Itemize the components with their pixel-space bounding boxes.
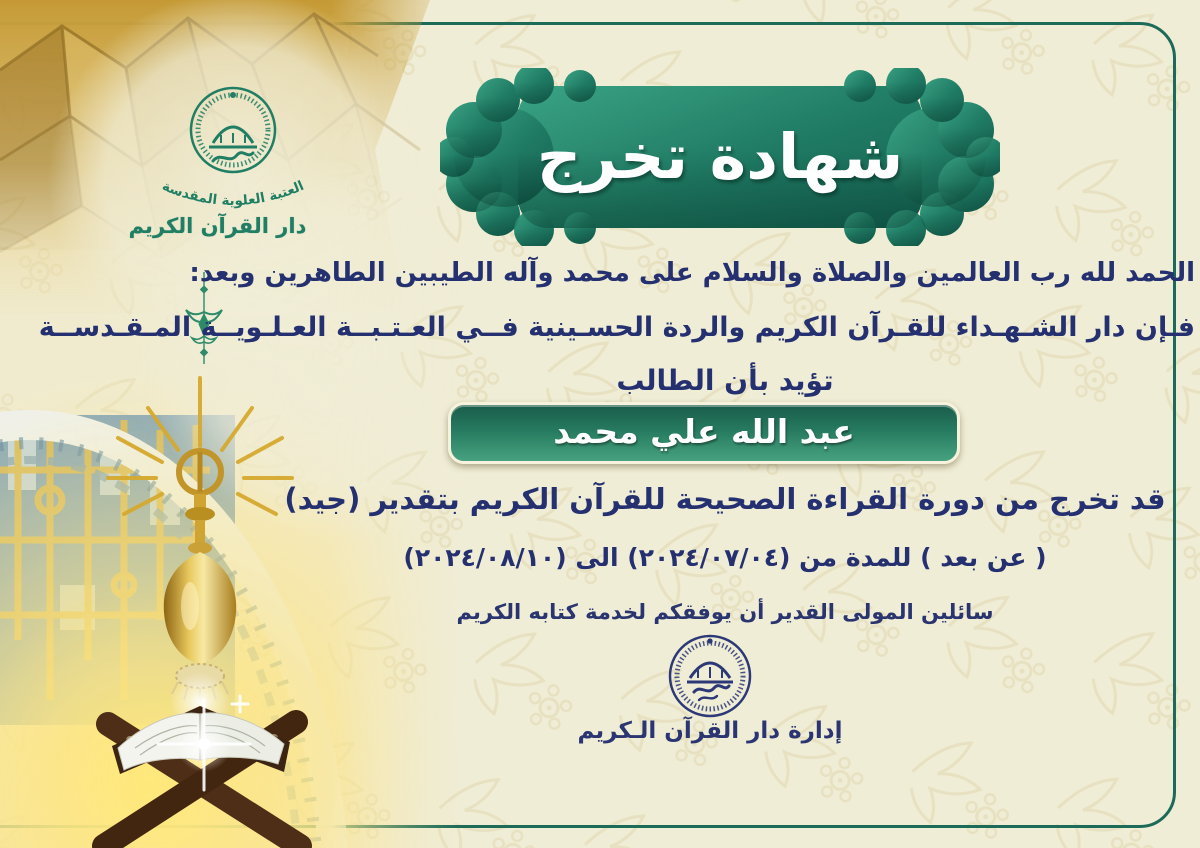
line-issuer-statement: فـإن دار الشـهـداء للقـرآن الكريم والردة الحسـينية فــي العـتـبــة العـلـويــة المـقـدســة bbox=[38, 312, 1195, 343]
emblem-organization-name: دار القرآن الكريم bbox=[128, 214, 307, 238]
certificate-title: شهادة تخرج bbox=[536, 120, 904, 193]
line-praise-opening: الحمد لله رب العالمين والصلاة والسلام على محمد وآله الطيبين الطاهرين وبعد: bbox=[189, 258, 1195, 288]
emblem-ribbon-text: العتبة العلوية المقدسة bbox=[159, 177, 307, 210]
shrine-emblem-icon bbox=[135, 85, 335, 265]
line-closing-prayer: سائلين المولى القدير أن يوفقكم لخدمة كتابه الكريم bbox=[456, 600, 994, 624]
student-name: عبد الله علي محمد bbox=[553, 412, 855, 451]
student-name-plate bbox=[448, 402, 960, 464]
line-certifies-that: تؤيد بأن الطالب bbox=[616, 364, 834, 397]
line-course-period-dates: ( عن بعد ) للمدة من (٢٠٢٤/٠٧/٠٤) الى (٢٠٢٤/٠٨/١٠) bbox=[403, 543, 1047, 572]
svg-text:العتبة العلوية المقدسة bbox=[160, 178, 307, 209]
line-course-grade: قد تخرج من دورة القراءة الصحيحة للقرآن الكريم بتقدير (جيد) bbox=[284, 482, 1166, 516]
administration-seal-icon bbox=[666, 632, 754, 720]
administration-signature: إدارة دار القرآن الـكريم bbox=[577, 718, 843, 744]
